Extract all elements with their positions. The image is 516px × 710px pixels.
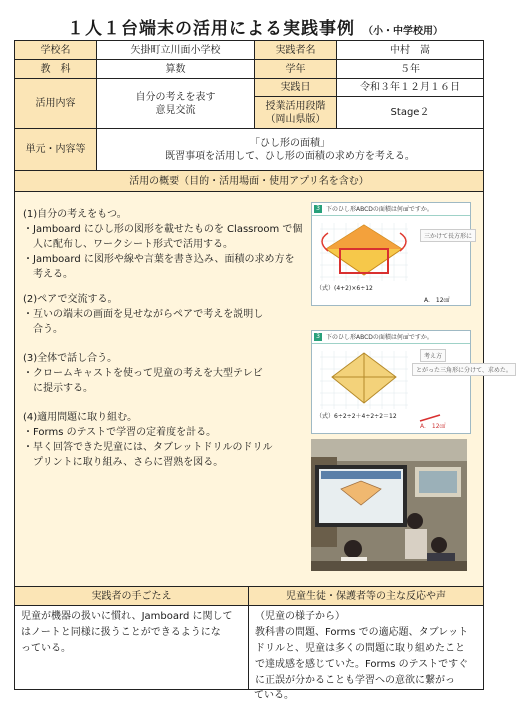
classroom-scene <box>311 439 467 571</box>
date-value: 令和３年１２月１６日 <box>337 79 483 97</box>
overview-line: (1)自分の考えをもつ。 <box>23 209 127 220</box>
teacher-label: 実践者名 <box>255 41 337 60</box>
overview-line: (3)全体で話し合う。 <box>23 353 118 364</box>
unit-label: 単元・内容等 <box>15 129 97 171</box>
teacher-feedback-line: はノートと同様に扱うことができるようにな <box>21 627 221 638</box>
report-sheet <box>14 40 512 690</box>
question-text: 下のひし形ABCDの面積は何㎠ですか。 <box>326 206 433 213</box>
overview-line: ・Forms のテストで学習の定着度を計る。 <box>23 427 217 438</box>
answer-text: A. 12㎠ <box>424 297 450 304</box>
unit-value <box>97 129 483 171</box>
student-reaction-line: で達成感を感じていた。Forms のテストですぐ <box>255 659 469 670</box>
teacher-feedback-line: 児童が機器の扱いに慣れ、Jamboard に関して <box>21 611 233 622</box>
stage-label-line-2: （岡山県版） <box>265 113 326 125</box>
question-number: 3 <box>314 205 322 213</box>
unit-description: 既習事項を活用して、ひし形の面積の求め方を考える。 <box>165 150 415 162</box>
formula-text: （式）(4+2)×6÷12 <box>316 285 373 292</box>
overview-line: (4)適用問題に取り組む。 <box>23 412 138 423</box>
answer-text: A. 12㎠ <box>420 423 446 430</box>
formula-text: （式）6÷2÷2＋4÷2÷2＝12 <box>316 413 397 420</box>
teacher-feedback-header: 実践者の手ごたえ <box>15 587 249 606</box>
question-number: 3 <box>314 333 322 341</box>
stage-label <box>255 97 337 129</box>
question-text: 下のひし形ABCDの面積は何㎠ですか。 <box>326 334 433 341</box>
student-reaction-line: ドリルと、児童は多くの問題に取り組めたこと <box>255 643 465 654</box>
teacher-feedback-line: っている。 <box>21 643 71 654</box>
subject-label: 教 科 <box>15 60 97 79</box>
overview-line: ・Jamboard に図形や線や言葉を書き込み、面積の求め方を <box>23 254 295 265</box>
overview-line: 合う。 <box>23 324 63 335</box>
handwritten-note: とがった三角形に分けて、求めた。 <box>412 363 516 376</box>
overview-header: 活用の概要（目的・活用場面・使用アプリ名を含む） <box>15 171 483 192</box>
overview-line: ・クロームキャストを使って児童の考えを大型テレビ <box>23 368 263 379</box>
overview-line: ・早く回答できた児童には、タブレットドリルのドリル <box>23 442 273 453</box>
activity-line-2: 意見交流 <box>155 104 196 116</box>
overview-line: 考える。 <box>23 269 73 280</box>
overview-line: ・互いの端末の画面を見せながらペアで考えを説明し <box>23 309 264 320</box>
stage-label-line-1: 授業活用段階 <box>265 100 326 112</box>
student-reaction-line: に正誤が分かることも学習への意欲に繋がっ <box>255 675 455 686</box>
student-reaction-header: 児童生徒・保護者等の主な反応や声 <box>249 587 483 606</box>
stage-value: Stage２ <box>337 97 483 129</box>
jamboard-screenshot-2 <box>311 330 512 434</box>
overview-line: に提示する。 <box>23 383 93 394</box>
unit-title: 「ひし形の面積」 <box>250 137 330 149</box>
overview-line: プリントに取り組み、さらに習熟を図る。 <box>23 457 224 468</box>
grade-label: 学年 <box>255 60 337 79</box>
student-reaction-line: 教科書の問題、Forms での適応題、タブレット <box>255 627 469 638</box>
activity-label: 活用内容 <box>15 79 97 129</box>
grade-value: ５年 <box>337 60 483 79</box>
page-title: １人１台端末の活用による実践事例 <box>67 19 355 39</box>
student-reaction-line: ている。 <box>254 690 294 701</box>
activity-line-1: 自分の考えを表す <box>135 91 216 103</box>
handwritten-note: 三かけて長方形に <box>420 229 476 242</box>
page-subtitle: （小・中学校用） <box>363 26 443 37</box>
jamboard-screenshot-1 <box>311 202 471 306</box>
student-reaction-line: （児童の様子から） <box>255 611 345 622</box>
classroom-photo <box>311 439 467 571</box>
activity-value <box>97 79 255 129</box>
overview-line: ・Jamboard にひし形の図形を載せたものを Classroom で個 <box>23 224 303 235</box>
teacher-value: 中村 嵩 <box>337 41 483 60</box>
date-label: 実践日 <box>255 79 337 97</box>
overview-line: 人に配布し、ワークシート形式で活用する。 <box>23 239 233 250</box>
overview-line: (2)ペアで交流する。 <box>23 294 118 305</box>
subject-value: 算数 <box>97 60 255 79</box>
handwritten-note-label: 考え方 <box>420 349 446 362</box>
page-title-block <box>0 14 510 39</box>
school-label: 学校名 <box>15 41 97 60</box>
school-value: 矢掛町立川面小学校 <box>97 41 255 60</box>
